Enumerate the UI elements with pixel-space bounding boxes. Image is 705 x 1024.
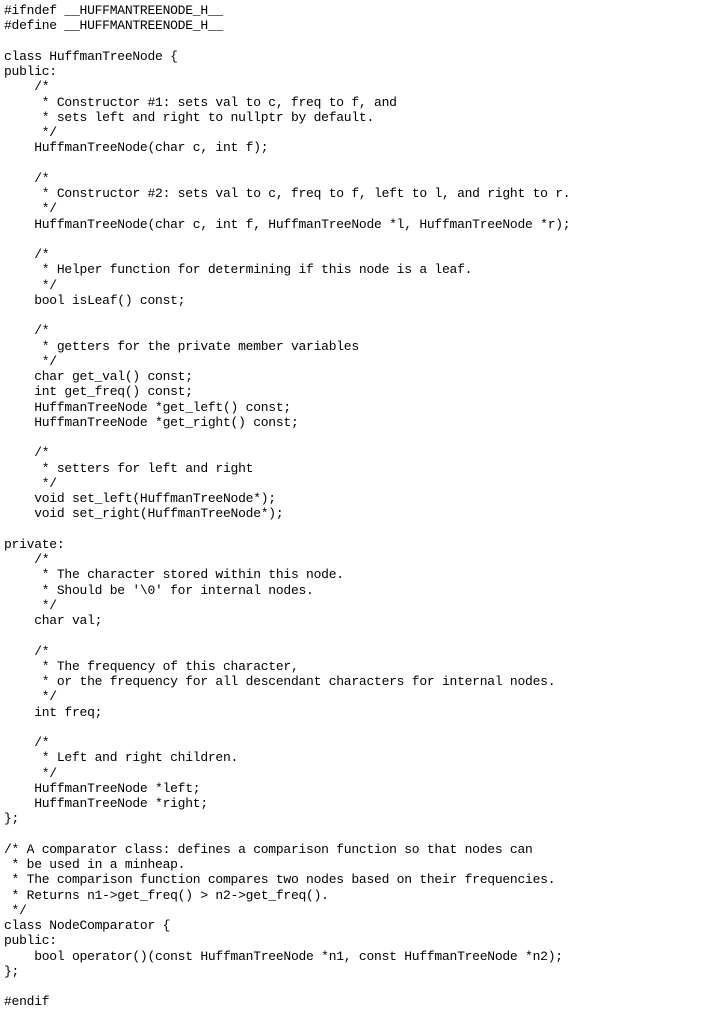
code-line: bool operator()(const HuffmanTreeNode *n1, const HuffmanTreeNode *n2); (4, 948, 563, 964)
code-line: * or the frequency for all descendant characters for internal nodes. (4, 674, 556, 689)
code-line: /* (4, 445, 50, 461)
code-line: HuffmanTreeNode(char c, int f); (4, 140, 269, 156)
code-line: }; (4, 811, 20, 827)
code-line (4, 628, 702, 643)
code-line (4, 720, 702, 735)
code-line (4, 156, 702, 171)
code-line: /* (4, 323, 50, 339)
code-line: #ifndef __HUFFMANTREENODE_H__ (4, 3, 223, 18)
code-line: * Constructor #1: sets val to c, freq to f, and (4, 94, 397, 110)
code-listing (4, 3, 702, 1010)
code-line: */ (4, 125, 57, 140)
code-line: private: (4, 536, 65, 552)
code-line: * sets left and right to nullptr by default. (4, 109, 375, 125)
code-line: int freq; (4, 704, 103, 720)
code-line: * Constructor #2: sets val to c, freq to f, left to l, and right to r. (4, 186, 571, 201)
code-line: */ (4, 765, 57, 781)
code-line: /* A comparator class: defines a comparison function so that nodes can (4, 841, 533, 857)
code-line: /* (4, 552, 50, 567)
code-line: /* (4, 170, 50, 186)
code-line (4, 232, 702, 247)
code-line: char val; (4, 613, 103, 628)
code-line: * Should be '\0' for internal nodes. (4, 582, 314, 598)
code-line: */ (4, 353, 57, 369)
code-line (4, 979, 702, 994)
code-line: /* (4, 643, 50, 659)
code-line: public: (4, 64, 57, 79)
code-line (4, 430, 702, 445)
code-line: void set_left(HuffmanTreeNode*); (4, 491, 276, 506)
code-line: */ (4, 597, 57, 613)
code-line: void set_right(HuffmanTreeNode*); (4, 506, 284, 522)
code-line: */ (4, 902, 27, 918)
code-line: bool isLeaf() const; (4, 292, 186, 308)
code-line: * getters for the private member variables (4, 338, 359, 354)
code-line: }; (4, 963, 20, 979)
code-line: * Returns n1->get_freq() > n2->get_freq(). (4, 887, 329, 903)
code-line: /* (4, 735, 50, 750)
code-line: */ (4, 475, 57, 491)
code-line: class HuffmanTreeNode { (4, 48, 178, 64)
code-line: * The character stored within this node. (4, 567, 344, 583)
code-line: * setters for left and right (4, 460, 254, 476)
code-line: */ (4, 201, 57, 217)
code-line: * be used in a minheap. (4, 857, 186, 872)
code-line: /* (4, 247, 50, 262)
code-line: HuffmanTreeNode *left; (4, 780, 201, 796)
code-line (4, 827, 702, 842)
code-line (4, 308, 702, 323)
code-line: * Helper function for determining if this node is a leaf. (4, 262, 473, 278)
code-line: HuffmanTreeNode *right; (4, 796, 208, 811)
code-line: #endif (4, 994, 50, 1010)
code-line (4, 34, 702, 49)
code-line: * Left and right children. (4, 750, 239, 766)
code-line: * The frequency of this character, (4, 658, 299, 674)
code-line: /* (4, 79, 50, 95)
code-line: HuffmanTreeNode *get_right() const; (4, 414, 299, 430)
code-line: HuffmanTreeNode(char c, int f, HuffmanTreeNode *l, HuffmanTreeNode *r); (4, 216, 571, 232)
code-line: public: (4, 933, 57, 949)
code-line: HuffmanTreeNode *get_left() const; (4, 399, 291, 415)
code-line: char get_val() const; (4, 369, 193, 384)
code-line: */ (4, 277, 57, 293)
code-line: #define __HUFFMANTREENODE_H__ (4, 18, 223, 34)
code-line: class NodeComparator { (4, 918, 171, 933)
code-line: * The comparison function compares two nodes based on their frequencies. (4, 872, 556, 888)
code-line: */ (4, 689, 57, 705)
code-line (4, 522, 702, 537)
code-line: int get_freq() const; (4, 384, 193, 400)
